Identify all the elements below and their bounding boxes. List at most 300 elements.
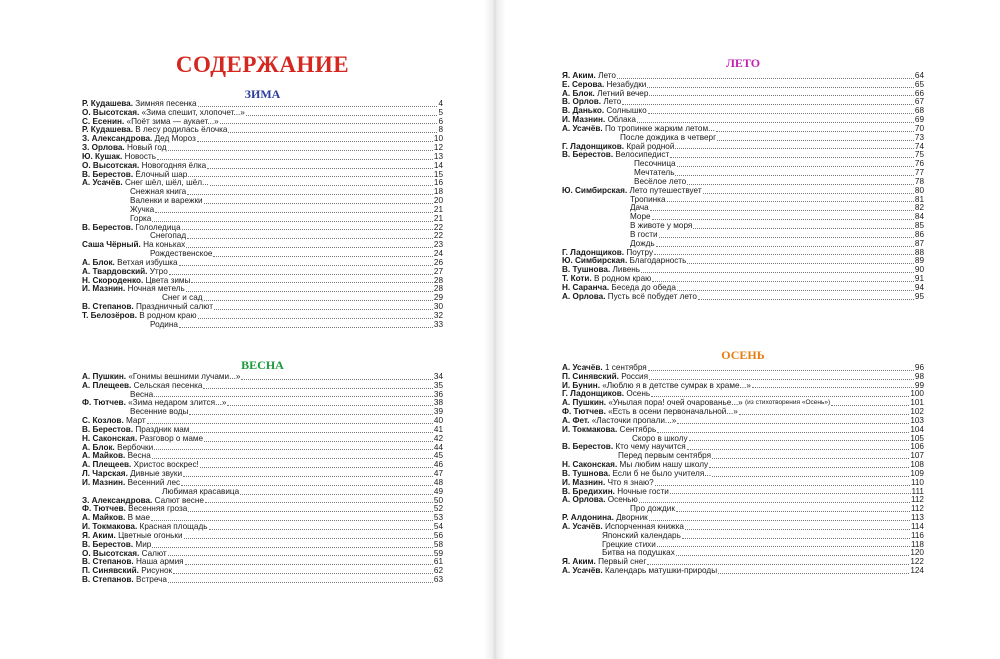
- toc-entry-title: Новость: [124, 151, 156, 161]
- toc-entry-author: Н. Скороденко.: [82, 275, 144, 285]
- toc-entry-title: «Поёт зима — аукает...»: [126, 116, 219, 126]
- toc-leader-dots: [659, 237, 914, 238]
- toc-leader-dots: [675, 175, 913, 176]
- toc-entry-page: 6: [438, 116, 443, 126]
- toc-entry-page: 67: [914, 97, 924, 107]
- toc-entry-author: А. Пушкин.: [562, 398, 607, 408]
- toc-leader-dots: [637, 122, 914, 123]
- toc-leader-dots: [169, 274, 433, 275]
- toc-entry-page: 91: [914, 274, 924, 284]
- toc-entry-title: Если б не было учителя...: [612, 468, 712, 478]
- toc-entry-page: 100: [910, 389, 924, 399]
- toc-entry-title: Скоро в школу: [632, 433, 688, 443]
- toc-entry-author: Ф. Тютчев.: [562, 407, 606, 417]
- toc-leader-dots: [703, 193, 914, 194]
- toc-entry-page: 76: [914, 159, 924, 169]
- toc-entry-page: 106: [910, 442, 924, 452]
- toc-entry-page: 103: [910, 415, 924, 425]
- toc-entry-page: 75: [914, 150, 924, 160]
- toc-entry-title: Поутру: [626, 247, 654, 257]
- toc-entry-title: Лето путешествует: [629, 185, 702, 195]
- toc-entry-title: «Зима недаром злится...»: [128, 398, 227, 408]
- toc-leader-dots: [182, 229, 433, 230]
- toc-leader-dots: [188, 176, 433, 177]
- toc-entry-title: Велосипедист: [615, 150, 670, 160]
- toc-entry-page: 30: [433, 302, 443, 312]
- toc-entry-author: И. Токмакова.: [562, 424, 618, 434]
- toc-leader-dots: [228, 132, 437, 133]
- toc-entry-page: 70: [914, 123, 924, 133]
- toc-entry-author: З. Александрова.: [82, 495, 153, 505]
- toc-entry-author: Я. Аким.: [562, 557, 596, 567]
- toc-entry-author: Н. Саконская.: [562, 460, 618, 470]
- toc-leader-dots: [831, 405, 909, 406]
- toc-entry-title: Солнышко: [606, 106, 647, 116]
- toc-entry-author: В. Данько.: [562, 106, 605, 116]
- toc-entry-title: Христос воскрес!: [133, 460, 199, 470]
- toc-leader-dots: [152, 458, 433, 459]
- toc-leader-dots: [649, 520, 910, 521]
- toc-leader-dots: [190, 432, 432, 433]
- toc-entry-page: 34: [433, 372, 443, 381]
- toc-entry-page: 16: [433, 178, 443, 188]
- toc-leader-dots: [667, 201, 914, 202]
- toc-entry-page: 44: [433, 442, 443, 452]
- toc-entry-page: 47: [433, 469, 443, 479]
- toc-entry-title: «Унылая пора! очей очарованье...»: [608, 398, 743, 408]
- toc-entry-author: О. Высотская.: [82, 160, 140, 170]
- toc-leader-dots: [654, 254, 914, 255]
- toc-entry-page: 84: [914, 212, 924, 222]
- toc-entry-title: Снег шёл, шёл, шёл...: [124, 178, 209, 188]
- toc-entry-author: Л. Чарская.: [82, 469, 128, 479]
- toc-leader-dots: [227, 405, 432, 406]
- toc-entry-author: Р. Кудашева.: [82, 125, 134, 135]
- toc-leader-dots: [717, 140, 914, 141]
- toc-entry-title: Горка: [130, 213, 152, 223]
- toc-leader-dots: [186, 247, 433, 248]
- toc-entry-title: В мае: [127, 513, 151, 523]
- toc-entry: [562, 125, 924, 134]
- toc-entry-author: А. Усачёв.: [562, 123, 603, 133]
- toc-entry-title: Весенний лес: [127, 477, 181, 487]
- toc-leader-dots: [187, 194, 433, 195]
- toc-entry-title: Снег и сад: [162, 293, 203, 303]
- toc-entry-author: В. Тушнова.: [562, 265, 611, 275]
- toc-entry-title: Красная площадь: [139, 522, 208, 532]
- toc-entry-page: 20: [433, 196, 443, 206]
- toc-entry-page: 12: [433, 143, 443, 153]
- toc-leader-dots: [155, 212, 433, 213]
- toc-leader-dots: [214, 309, 433, 310]
- toc-leader-dots: [649, 95, 914, 96]
- toc-entry-author: И. Мазнин.: [82, 284, 126, 294]
- toc-entry-title: Перед первым сентября: [618, 451, 712, 461]
- toc-entry-title: Пусть всё побудет лето: [607, 291, 697, 301]
- toc-entry: [562, 293, 924, 302]
- toc-leader-dots: [676, 555, 910, 556]
- toc-leader-dots: [639, 502, 910, 503]
- toc-entry-author: А. Плещеев.: [82, 460, 132, 470]
- toc-entry-title: Мечтатель: [634, 168, 675, 178]
- toc-leader-dots: [647, 564, 909, 565]
- toc-entry-page: 21: [433, 213, 443, 223]
- toc-entry-author: А. Орлова.: [562, 495, 606, 505]
- toc-leader-dots: [718, 573, 909, 574]
- toc-entry-author: А. Усачёв.: [562, 566, 603, 576]
- toc-entry-page: 21: [433, 204, 443, 214]
- right-page: [505, 0, 1000, 659]
- toc-entry-author: Р. Кудашева.: [82, 99, 134, 108]
- toc-entry-note: (из стихотворения «Осень»): [745, 399, 831, 407]
- toc-leader-dots: [154, 396, 433, 397]
- toc-entry-title: В животе у моря: [630, 221, 693, 231]
- toc-entry-author: И. Бунин.: [562, 380, 600, 390]
- toc-leader-dots: [712, 458, 909, 459]
- toc-entry-page: 10: [433, 134, 443, 144]
- section-heading-winter: ЗИМА: [244, 87, 281, 101]
- toc-entry-title: Гололедица: [135, 222, 181, 232]
- toc-entry-page: 23: [433, 240, 443, 250]
- toc-entry: [82, 576, 443, 585]
- toc-leader-dots: [203, 388, 432, 389]
- toc-entry-author: А. Фет.: [562, 415, 590, 425]
- toc-entry: [562, 169, 924, 178]
- toc-entry-title: Снегопад: [150, 231, 187, 241]
- toc-leader-dots: [189, 414, 432, 415]
- toc-entry: [562, 151, 924, 160]
- toc-entry-author: В. Берестов.: [82, 539, 134, 549]
- toc-entry-page: 53: [433, 513, 443, 523]
- toc-entry-author: А. Усачёв.: [562, 363, 603, 372]
- toc-entry-author: Г. Ладонщиков.: [562, 141, 625, 151]
- toc-entry-page: 42: [433, 433, 443, 443]
- toc-entry-title: Ночная метель: [127, 284, 185, 294]
- toc-leader-dots: [179, 265, 433, 266]
- toc-entry-title: Сельская песенка: [133, 380, 203, 390]
- toc-entry: [82, 479, 443, 488]
- toc-leader-dots: [209, 529, 433, 530]
- toc-entry-page: 105: [910, 433, 924, 443]
- toc-entry-page: 54: [433, 522, 443, 532]
- toc-entry-page: 14: [433, 160, 443, 170]
- toc-entry-author: И. Мазнин.: [82, 477, 126, 487]
- toc-entry-page: 63: [433, 575, 443, 585]
- toc-entry-page: 86: [914, 229, 924, 239]
- toc-entry-title: Японский календарь: [602, 530, 681, 540]
- toc-entry-title: Мир: [135, 539, 152, 549]
- toc-entry: [82, 321, 443, 330]
- toc-entry-page: 50: [433, 495, 443, 505]
- toc-entry-title: Календарь матушки-природы: [604, 566, 718, 576]
- toc-entry-title: Что я знаю?: [607, 477, 654, 487]
- toc-leader-dots: [186, 291, 433, 292]
- toc-entry-title: Край родной: [626, 141, 675, 151]
- toc-entry-page: 95: [914, 291, 924, 301]
- book-gutter: [484, 0, 506, 659]
- toc-leader-dots: [220, 123, 438, 124]
- toc-entry-page: 99: [914, 380, 924, 390]
- toc-entry-title: Наша армия: [135, 557, 184, 567]
- toc-entry-author: Саша Чёрный.: [82, 240, 141, 250]
- toc-entry-page: 112: [910, 495, 924, 505]
- toc-entry-title: Осенью: [607, 495, 638, 505]
- toc-leader-dots: [204, 441, 433, 442]
- toc-entry-author: В. Степанов.: [82, 575, 134, 585]
- toc-entry: [562, 496, 924, 505]
- toc-entry-page: 89: [914, 256, 924, 266]
- toc-entry-page: 38: [433, 398, 443, 408]
- toc-entry-title: Лето: [603, 97, 622, 107]
- toc-entry-title: Разговор о маме: [139, 433, 204, 443]
- toc-leader-dots: [677, 423, 909, 424]
- toc-leader-dots: [198, 106, 438, 107]
- toc-entry-author: Я. Аким.: [82, 530, 116, 540]
- toc-list-winter: [82, 100, 443, 330]
- toc-entry-page: 48: [433, 477, 443, 487]
- toc-entry-page: 124: [910, 566, 924, 576]
- toc-entry-page: 15: [433, 169, 443, 179]
- toc-entry-author: В. Бредихин.: [562, 486, 615, 496]
- toc-entry-title: Праздник мам: [135, 424, 190, 434]
- toc-entry-title: «Ласточки пропали...»: [591, 415, 677, 425]
- toc-leader-dots: [657, 546, 910, 547]
- toc-entry-page: 101: [910, 398, 924, 408]
- toc-entry-page: 69: [914, 115, 924, 125]
- toc-entry-title: Рисунок: [141, 566, 173, 576]
- toc-entry-author: Я. Аким.: [562, 71, 596, 80]
- toc-leader-dots: [656, 246, 914, 247]
- toc-leader-dots: [204, 203, 433, 204]
- toc-entry-author: О. Высотская.: [82, 548, 140, 558]
- toc-entry: [82, 285, 443, 294]
- toc-entry-page: 73: [914, 132, 924, 142]
- toc-entry-page: 96: [914, 363, 924, 372]
- toc-entry-title: Весенняя гроза: [128, 504, 188, 514]
- toc-leader-dots: [152, 221, 433, 222]
- toc-leader-dots: [183, 476, 433, 477]
- toc-entry-title: Снежная книга: [130, 187, 187, 197]
- toc-entry-author: З. Александрова.: [82, 134, 153, 144]
- toc-leader-dots: [179, 327, 433, 328]
- toc-entry-title: Песочница: [634, 159, 676, 169]
- toc-leader-dots: [617, 78, 914, 79]
- toc-leader-dots: [154, 449, 433, 450]
- toc-entry-title: Цветные огоньки: [118, 530, 183, 540]
- toc-entry: [562, 426, 924, 435]
- toc-entry-page: 28: [433, 275, 443, 285]
- toc-entry-page: 88: [914, 247, 924, 257]
- toc-entry-author: В. Берестов.: [82, 424, 134, 434]
- toc-entry-page: 74: [914, 141, 924, 151]
- toc-leader-dots: [716, 131, 914, 132]
- toc-entry-page: 77: [914, 168, 924, 178]
- toc-entry-page: 112: [910, 504, 924, 514]
- toc-leader-dots: [739, 414, 910, 415]
- toc-leader-dots: [200, 467, 433, 468]
- toc-entry: [562, 231, 924, 240]
- toc-entry-title: Тропинка: [630, 194, 666, 204]
- toc-entry: [82, 224, 443, 233]
- toc-leader-dots: [650, 210, 914, 211]
- toc-entry-page: 4: [438, 99, 443, 108]
- toc-leader-dots: [689, 440, 910, 441]
- toc-entry-title: Салют: [141, 548, 167, 558]
- toc-leader-dots: [698, 299, 914, 300]
- toc-leader-dots: [647, 87, 914, 88]
- toc-entry-author: А. Орлова.: [562, 291, 606, 301]
- toc-entry-author: И. Токмакова.: [82, 522, 138, 532]
- toc-entry-page: 108: [910, 460, 924, 470]
- toc-list-autumn: [562, 364, 924, 576]
- toc-entry-page: 46: [433, 460, 443, 470]
- toc-entry-author: А. Усачёв.: [562, 521, 603, 531]
- toc-entry-page: 78: [914, 176, 924, 186]
- section-winter: [82, 87, 443, 330]
- toc-entry-page: 28: [433, 284, 443, 294]
- toc-leader-dots: [205, 502, 433, 503]
- toc-leader-dots: [197, 141, 433, 142]
- toc-entry-page: 65: [914, 79, 924, 89]
- toc-entry-author: А. Усачёв.: [82, 178, 123, 188]
- toc-entry-page: 52: [433, 504, 443, 514]
- toc-entry-page: 87: [914, 238, 924, 248]
- toc-entry-author: З. Орлова.: [82, 143, 125, 153]
- toc-entry-title: Дворник: [616, 513, 648, 523]
- toc-entry-title: Летний вечер: [597, 88, 649, 98]
- toc-leader-dots: [210, 185, 433, 186]
- toc-entry-page: 85: [914, 221, 924, 231]
- toc-entry-title: Кто чему научится: [615, 442, 686, 452]
- toc-entry-title: В родном краю: [594, 274, 652, 284]
- toc-entry-title: Салют весне: [154, 495, 204, 505]
- toc-entry: [562, 160, 924, 169]
- toc-entry-title: В гости: [630, 229, 658, 239]
- toc-entry-title: Про дождик: [630, 504, 675, 514]
- toc-entry-title: Весёлое лето: [634, 176, 687, 186]
- toc-entry-page: 18: [433, 187, 443, 197]
- toc-entry-page: 61: [433, 557, 443, 567]
- toc-entry-page: 13: [433, 151, 443, 161]
- toc-leader-dots: [657, 432, 909, 433]
- toc-entry: [562, 443, 924, 452]
- toc-leader-dots: [652, 219, 914, 220]
- toc-entry-title: В лесу родилась ёлочка: [135, 125, 228, 135]
- toc-entry-page: 122: [910, 557, 924, 567]
- toc-entry-title: Праздничный салют: [135, 302, 213, 312]
- toc-entry-author: В. Берестов.: [562, 150, 614, 160]
- toc-entry-title: Испорченная книжка: [604, 521, 684, 531]
- toc-entry-title: Дивные звуки: [130, 469, 183, 479]
- section-heading-spring: ВЕСНА: [241, 358, 284, 372]
- toc-entry-page: 110: [910, 477, 924, 487]
- toc-leader-dots: [712, 476, 909, 477]
- toc-leader-dots: [687, 263, 913, 264]
- toc-entry-title: Утро: [149, 266, 168, 276]
- toc-leader-dots: [648, 370, 914, 371]
- toc-entry-title: Рождественское: [150, 249, 213, 259]
- toc-entry-author: В. Степанов.: [82, 302, 134, 312]
- toc-entry-page: 22: [433, 231, 443, 241]
- toc-entry-page: 29: [433, 293, 443, 303]
- toc-entry-title: Март: [126, 416, 146, 426]
- toc-entry-page: 82: [914, 203, 924, 213]
- toc-entry-author: И. Мазнин.: [562, 477, 606, 487]
- toc-entry-author: Г. Ладонщиков.: [562, 247, 625, 257]
- toc-entry-author: В. Берестов.: [82, 222, 134, 232]
- section-heading-autumn: ОСЕНЬ: [721, 348, 765, 362]
- toc-entry-title: Зимняя песенка: [135, 99, 197, 108]
- toc-leader-dots: [157, 159, 433, 160]
- toc-leader-dots: [185, 564, 433, 565]
- toc-entry-page: 36: [433, 389, 443, 399]
- toc-leader-dots: [675, 148, 913, 149]
- toc-entry-title: Дождь: [630, 238, 655, 248]
- toc-leader-dots: [207, 168, 433, 169]
- toc-entry-page: 116: [910, 530, 924, 540]
- toc-entry-page: 107: [910, 451, 924, 461]
- toc-leader-dots: [168, 150, 433, 151]
- toc-entry-author: В. Степанов.: [82, 557, 134, 567]
- toc-entry-title: 1 сентября: [604, 363, 647, 372]
- toc-entry-author: П. Синявский.: [82, 566, 139, 576]
- toc-leader-dots: [687, 449, 910, 450]
- toc-leader-dots: [187, 238, 433, 239]
- toc-list-spring: [82, 373, 443, 585]
- toc-entry-title: Море: [630, 212, 651, 222]
- toc-entry-title: «Гонимы вешними лучами...»: [128, 372, 241, 381]
- toc-entry-page: 22: [433, 222, 443, 232]
- toc-entry-page: 45: [433, 451, 443, 461]
- section-summer: [562, 56, 924, 302]
- toc-leader-dots: [204, 300, 433, 301]
- toc-entry: [562, 213, 924, 222]
- toc-entry-title: Ветхая избушка: [117, 257, 178, 267]
- toc-entry-author: Ф. Тютчев.: [82, 398, 126, 408]
- toc-entry-title: «Зима спешит, хлопочет...»: [141, 107, 245, 117]
- toc-entry-author: В. Берестов.: [82, 169, 134, 179]
- toc-entry-title: Незабудки: [606, 79, 647, 89]
- toc-entry-title: «Есть в осени первоначальной...»: [608, 407, 738, 417]
- section-spring: [82, 358, 443, 585]
- toc-entry-author: А. Блок.: [82, 257, 115, 267]
- toc-leader-dots: [622, 104, 914, 105]
- toc-entry-page: 49: [433, 486, 443, 496]
- toc-entry-author: С. Есенин.: [82, 116, 125, 126]
- toc-entry-page: 120: [910, 548, 924, 558]
- toc-entry-title: Битва на подушках: [602, 548, 675, 558]
- toc-entry-title: Ёлочный шар: [135, 169, 188, 179]
- toc-leader-dots: [682, 538, 910, 539]
- toc-leader-dots: [670, 493, 911, 494]
- toc-entry-page: 90: [914, 265, 924, 275]
- toc-leader-dots: [685, 529, 910, 530]
- toc-entry-author: Р. Алдонина.: [562, 513, 614, 523]
- toc-entry-page: 32: [433, 310, 443, 320]
- toc-entry-title: Валенки и варежки: [130, 196, 203, 206]
- toc-leader-dots: [213, 256, 432, 257]
- toc-entry-page: 58: [433, 539, 443, 549]
- toc-entry-title: В родном краю: [139, 310, 197, 320]
- left-page: [0, 0, 485, 659]
- toc-leader-dots: [677, 166, 914, 167]
- toc-entry-author: Е. Серова.: [562, 79, 605, 89]
- toc-entry-title: Весна: [130, 389, 154, 399]
- toc-entry-page: 81: [914, 194, 924, 204]
- toc-leader-dots: [173, 573, 433, 574]
- toc-entry-author: П. Синявский.: [562, 371, 619, 381]
- toc-entry-author: О. Высотская.: [82, 107, 140, 117]
